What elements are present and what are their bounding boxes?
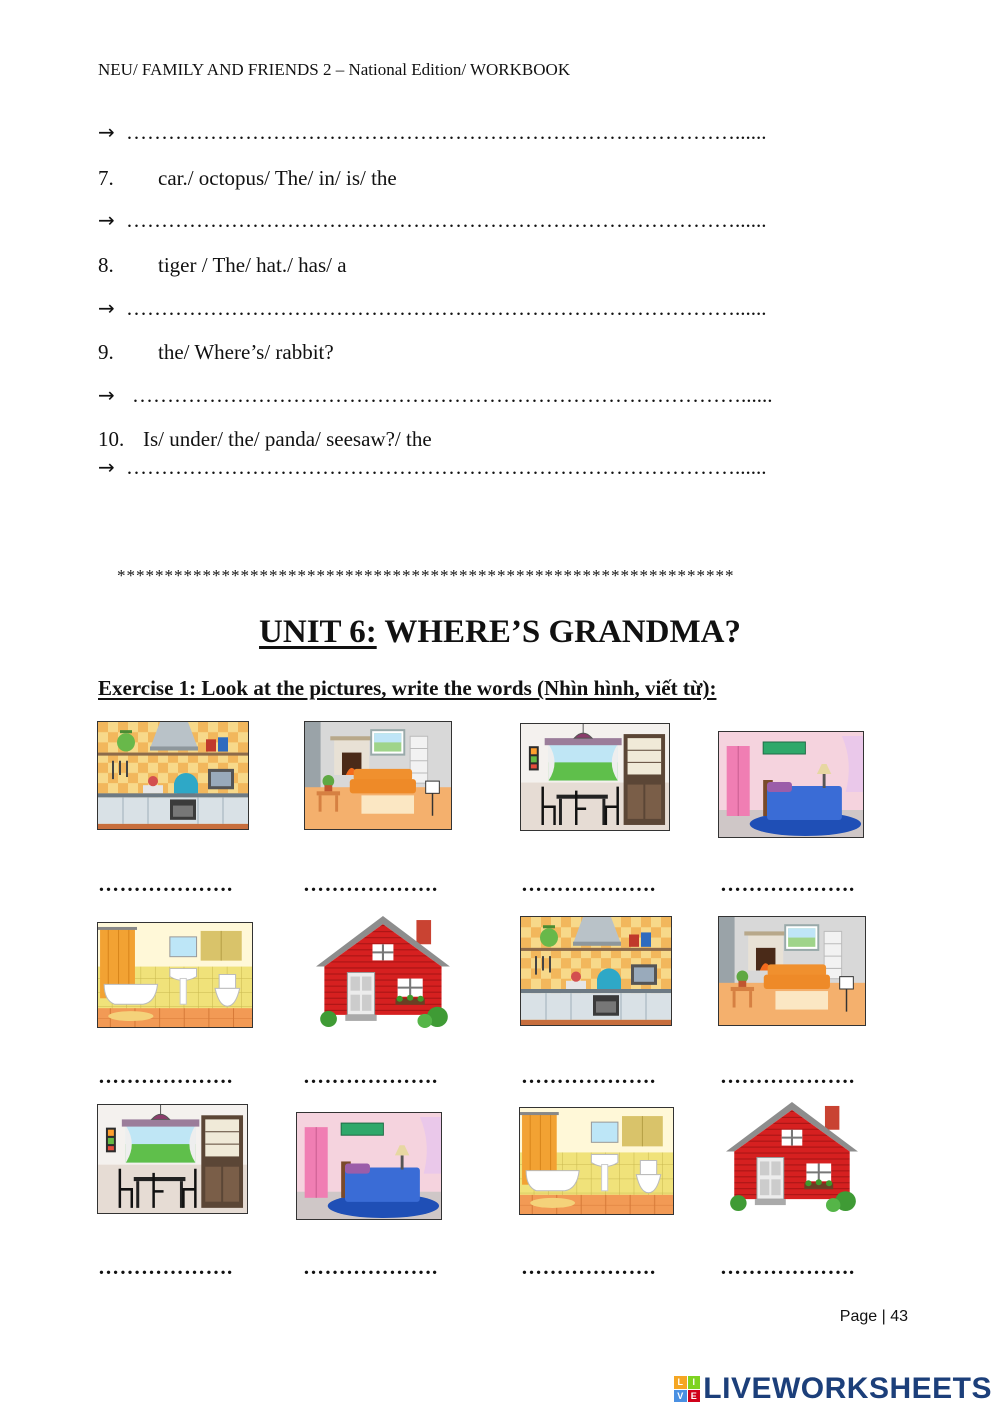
question-8: 8. tiger / The/ hat./ has/ a	[98, 253, 347, 277]
answer-blank-12[interactable]: ……………….	[720, 1255, 855, 1279]
logo-cube-icon: L I V E	[674, 1376, 700, 1402]
arrow-icon: →	[98, 383, 115, 407]
exercise-title: Exercise 1: Look at the pictures, write the words (Nhìn hình, viết từ):	[98, 676, 717, 700]
picture-kitchen	[520, 916, 672, 1026]
answer-blank-5[interactable]: ……………….	[98, 1064, 233, 1088]
picture-kitchen	[97, 721, 249, 830]
arrow-icon: →	[98, 296, 115, 320]
answer-blank-10[interactable]: ……………….	[303, 1255, 438, 1279]
page-header: NEU/ FAMILY AND FRIENDS 2 – National Edition/ WORKBOOK	[98, 60, 571, 79]
picture-bathroom	[519, 1107, 674, 1215]
picture-dining-room	[97, 1104, 248, 1214]
answer-line-9[interactable]: → ……………………………………………………………………………......	[98, 383, 773, 407]
picture-house	[726, 1100, 860, 1214]
question-7: 7. car./ octopus/ The/ in/ is/ the	[98, 166, 397, 190]
arrow-icon: →	[98, 120, 115, 144]
answer-line-10[interactable]: → ……………………………………………………………………………......	[98, 455, 767, 479]
star-separator: *****************************************************************	[117, 566, 735, 585]
question-9: 9. the/ Where’s/ rabbit?	[98, 340, 334, 364]
answer-blank-3[interactable]: ……………….	[521, 872, 656, 896]
answer-blank-9[interactable]: ……………….	[98, 1255, 233, 1279]
page-number: Page | 43	[839, 1308, 908, 1325]
picture-living-room	[718, 916, 866, 1026]
picture-bedroom	[718, 731, 864, 838]
answer-blank-8[interactable]: ……………….	[720, 1064, 855, 1088]
picture-bedroom	[296, 1112, 442, 1220]
arrow-icon: →	[98, 208, 115, 232]
answer-blank-6[interactable]: ……………….	[303, 1064, 438, 1088]
brand-name: LIVEWORKSHEETS	[703, 1372, 992, 1405]
question-10: 10. Is/ under/ the/ panda/ seesaw?/ the	[98, 427, 432, 451]
unit-title: UNIT 6: WHERE’S GRANDMA?	[259, 614, 741, 650]
arrow-icon: →	[98, 455, 115, 479]
answer-line-6[interactable]: → ……………………………………………………………………………......	[98, 120, 767, 144]
picture-living-room	[304, 721, 452, 830]
answer-blank-4[interactable]: ……………….	[720, 872, 855, 896]
answer-blank-2[interactable]: ……………….	[303, 872, 438, 896]
answer-line-8[interactable]: → ……………………………………………………………………………......	[98, 296, 767, 320]
picture-house	[316, 914, 452, 1030]
answer-blank-7[interactable]: ……………….	[521, 1064, 656, 1088]
picture-bathroom	[97, 922, 253, 1028]
liveworksheets-logo	[674, 1372, 992, 1406]
answer-blank-1[interactable]: ……………….	[98, 872, 233, 896]
picture-dining-room	[520, 723, 670, 831]
kitchen-picture	[98, 722, 248, 829]
answer-blank-11[interactable]: ……………….	[521, 1255, 656, 1279]
answer-line-7[interactable]: → ……………………………………………………………………………......	[98, 208, 767, 232]
